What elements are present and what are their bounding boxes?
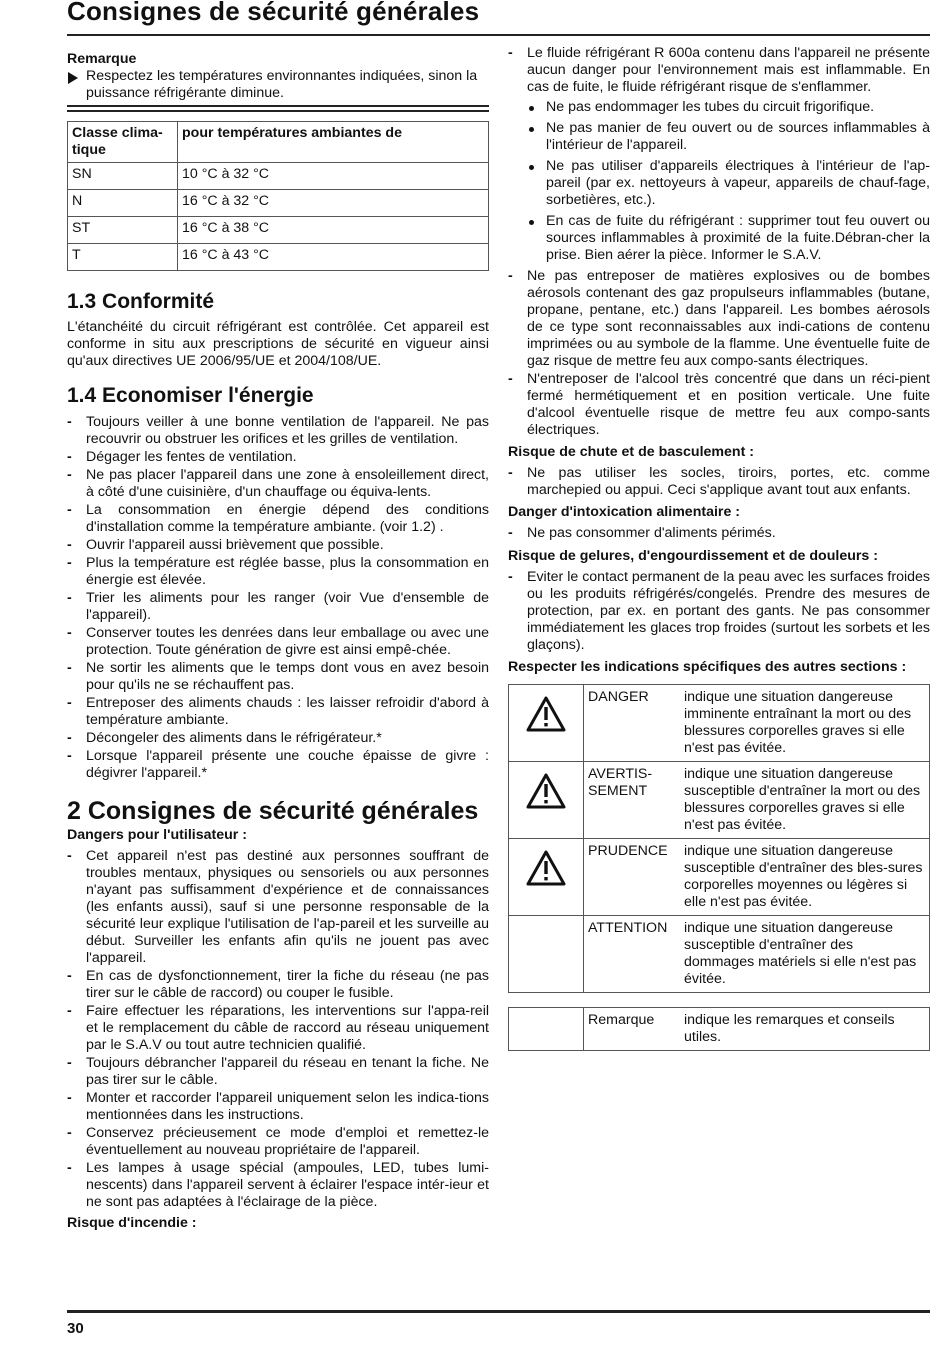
table-row [68, 163, 489, 190]
warning-triangle-icon [525, 849, 567, 887]
list-item: - Plus la température est réglée basse, plus la consommation en énergie est élevée. [67, 555, 489, 589]
list-item: - Ouvrir l'appareil aussi brièvement que possible. [67, 537, 489, 554]
hazard-icon-cell [509, 839, 584, 916]
list-item: - En cas de dysfonctionnement, tirer la fiche du réseau (ne pas tirer sur le câble de raccord) ou couper le fusible. [67, 968, 489, 1002]
list-item: - Ne pas entreposer de matières explosives ou de bombes aérosols contenant des gaz propulseurs inflammables (butane, propane, pentane, etc.) dans l'appareil. Les bombes aérosols de ce type sont reconnaissables aux indi-cations de contenu imprimées ou au symbole de la flamme. Une éventuelle fuite de gaz risque de mettre feu aux compo-sants électriques. [508, 268, 930, 370]
header-rule [67, 34, 930, 36]
list-item: - Ne pas utiliser les socles, tiroirs, portes, etc. comme marchepied ou appui. Ceci s'applique avant tout aux enfants. [508, 465, 930, 499]
hazard-icon-cell [509, 1008, 584, 1051]
section-1-4-title: 1.4 Economiser l'énergie [67, 384, 314, 407]
signal-word: ATTENTION [584, 916, 681, 993]
table-row [509, 916, 930, 993]
list-item [508, 45, 930, 96]
note-text-content: Respectez les températures environnantes indiquées, sinon la puissance réfrigérante diminue. [86, 68, 478, 101]
list-item: En cas de fuite du réfrigérant : supprimer tout feu ouvert ou sources inflammables à proximité de la fuite.Débran-cher la prise. Bien aérer la pièce. Informer le S.A.V. [508, 213, 930, 264]
signal-description: indique les remarques et conseils utiles. [680, 1008, 930, 1051]
table-row [68, 244, 489, 271]
energy-list [67, 414, 489, 782]
warning-triangle-icon [525, 772, 567, 810]
list-item: - Les lampes à usage spécial (ampoules, LED, tubes lumi-nescents) dans l'appareil servent à éclairer l'espace intér-ieur et ne sont pas adaptées à l'éclairage de la pièce. [67, 1160, 489, 1211]
table-header-class: Classe clima-tique [68, 122, 178, 163]
signal-word: AVERTIS-SEMENT [584, 762, 681, 839]
list-item: - Toujours débrancher l'appareil du réseau en tenant la fiche. Ne pas tirer sur le câble. [67, 1055, 489, 1089]
frost-list [508, 569, 930, 654]
table-cell-class: T [68, 244, 178, 271]
list-item: - Ne pas consommer d'aliments périmés. [508, 525, 930, 542]
table-cell-class: ST [68, 217, 178, 244]
refrigerant-text: Le fluide réfrigérant R 600a contenu dans l'appareil ne présente aucun danger pour l'environnement mais est inflammable. En cas de fuite, le fluide réfrigérant risque de s'enflammer. [527, 45, 930, 95]
list-item: - Décongeler des aliments dans le réfrigérateur.* [67, 730, 489, 747]
list-item: Ne pas manier de feu ouvert ou de sources inflammables à l'intérieur de l'appareil. [508, 120, 930, 154]
refrigerant-sublist [508, 99, 930, 264]
table-header-temperature: pour températures ambiantes de [178, 122, 489, 163]
list-item: - Toujours veiller à une bonne ventilation de l'appareil. Ne pas recouvrir ou obstruer les orifices et les grilles de ventilation. [67, 414, 489, 448]
list-item: - Trier les aliments pour les ranger (voir Vue d'ensemble de l'appareil). [67, 590, 489, 624]
table-row [509, 839, 930, 916]
table-gap [509, 993, 930, 1008]
hazard-icon-cell [509, 762, 584, 839]
table-cell-range: 16 °C à 43 °C [178, 244, 489, 271]
list-item: - Conserver toutes les denrées dans leur emballage ou avec une protection. Toute génération de givre est ainsi empê-chée. [67, 625, 489, 659]
dangers-heading: Dangers pour l'utilisateur : [67, 827, 247, 843]
list-item: - Entreposer des aliments chauds : les laisser refroidir d'abord à température ambiante. [67, 695, 489, 729]
list-item: - N'entreposer de l'alcool très concentré que dans un réci-pient fermé hermétiquement et en position verticale. Une fuite d'alcool éventuelle risque de mettre feu aux compo-sants électriques. [508, 371, 930, 439]
list-item: - Eviter le contact permanent de la peau avec les surfaces froides ou les produits réfrigérés/congelés. Prendre des mesures de protection, par ex. en portant des gants. Ne pas consommer immédiatement les glaces trop froides (surtout les sorbets et les glaçons). [508, 569, 930, 654]
list-item: - Monter et raccorder l'appareil uniquement selon les indica-tions mentionnées dans les instructions. [67, 1090, 489, 1124]
hazard-signal-table [508, 684, 930, 1051]
table-cell-range: 10 °C à 32 °C [178, 163, 489, 190]
section-2-title: 2 Consignes de sécurité générales [67, 797, 479, 825]
fall-heading: Risque de chute et de basculement : [508, 444, 754, 460]
list-item: - La consommation en énergie dépend des conditions d'installation comme la température ambiante. (voir 1.2) . [67, 502, 489, 536]
table-header-row [68, 122, 489, 163]
signal-word: PRUDENCE [584, 839, 681, 916]
list-item: - Lorsque l'appareil présente une couche épaisse de givre : dégivrer l'appareil.* [67, 748, 489, 782]
footer-rule [67, 1310, 930, 1313]
section-1-3-title: 1.3 Conformité [67, 290, 215, 313]
signal-description: indique une situation dangereuse susceptible d'entraîner des dommages matériels si elle n'est pas évitée. [680, 916, 930, 993]
table-row [68, 190, 489, 217]
dangers-list [67, 848, 489, 1211]
explosives-list [508, 268, 930, 439]
page-title: Consignes de sécurité générales [67, 0, 480, 26]
note-text [67, 68, 489, 102]
signal-word: Remarque [584, 1008, 681, 1051]
list-item: Ne pas endommager les tubes du circuit frigorifique. [508, 99, 930, 116]
list-item: - Cet appareil n'est pas destiné aux personnes souffrant de troubles mentaux, physiques ou sensoriels ou aux personnes n'ayant pas suffisamment d'expérience et de connaissances (les enfants aussi), sauf si une personne responsable de la sécurité leur explique l'utilisation de l'ap-pareil et les surveille au début. Surveiller les enfants afin qu'ils ne jouent pas avec l'appareil. [67, 848, 489, 967]
left-column [67, 45, 489, 1232]
list-item: Ne pas utiliser d'appareils électriques à l'intérieur de l'ap-pareil (par ex. nettoyeurs à vapeur, appareils de chauf-fage, sorbetières, etc.). [508, 158, 930, 209]
table-row [68, 217, 489, 244]
fire-heading: Risque d'incendie : [67, 1215, 197, 1231]
signal-description: indique une situation dangereuse susceptible d'entraîner la mort ou des blessures corporelles graves si elle n'est pas évitée. [680, 762, 930, 839]
list-item: - Ne sortir les aliments que le temps dont vous en avez besoin pour qu'ils ne se réchauffent pas. [67, 660, 489, 694]
table-row [509, 685, 930, 762]
food-list [508, 525, 930, 542]
table-cell-class: SN [68, 163, 178, 190]
frost-heading: Risque de gelures, d'engourdissement et de douleurs : [508, 548, 878, 564]
table-row [509, 762, 930, 839]
note-bottom-rule [67, 110, 489, 112]
hazard-icon-cell [509, 916, 584, 993]
refrigerant-list [508, 45, 930, 96]
signal-word: DANGER [584, 685, 681, 762]
right-column [508, 45, 930, 1051]
note-box [67, 45, 489, 107]
respect-heading: Respecter les indications spécifiques des autres sections : [508, 659, 907, 675]
fall-list [508, 465, 930, 499]
list-item: - Dégager les fentes de ventilation. [67, 449, 489, 466]
table-cell-range: 16 °C à 32 °C [178, 190, 489, 217]
climate-class-table [67, 121, 489, 271]
food-heading: Danger d'intoxication alimentaire : [508, 504, 740, 520]
table-cell-class: N [68, 190, 178, 217]
list-item: - Ne pas placer l'appareil dans une zone à ensoleillement direct, à côté d'une cuisinière, d'un chauffage ou équiva-lents. [67, 467, 489, 501]
list-item: - Faire effectuer les réparations, les interventions sur l'appa-reil et le remplacement du câble de raccord au réseau uniquement par le S.A.V ou tout autre technicien qualifié. [67, 1003, 489, 1054]
table-row [509, 1008, 930, 1051]
hazard-icon-cell [509, 685, 584, 762]
page-number: 30 [67, 1320, 84, 1337]
section-1-3-text: L'étanchéité du circuit réfrigérant est contrôlée. Cet appareil est conforme in situ aux prescriptions de sécurité en vigueur ainsi qu'aux directives UE 2006/95/UE et 2004/108/UE. [67, 319, 489, 369]
list-item: - Conservez précieusement ce mode d'emploi et remettez-le éventuellement au nouveau propriétaire de l'appareil. [67, 1125, 489, 1159]
signal-description: indique une situation dangereuse susceptible d'entraîner des bles-sures corporelles moyennes ou légères si elle n'est pas évitée. [680, 839, 930, 916]
signal-description: indique une situation dangereuse imminente entraînant la mort ou des blessures corporelles graves si elle n'est pas évitée. [680, 685, 930, 762]
arrow-right-icon [68, 72, 78, 84]
table-cell-range: 16 °C à 38 °C [178, 217, 489, 244]
note-title: Remarque [67, 51, 137, 67]
warning-triangle-icon [525, 695, 567, 733]
